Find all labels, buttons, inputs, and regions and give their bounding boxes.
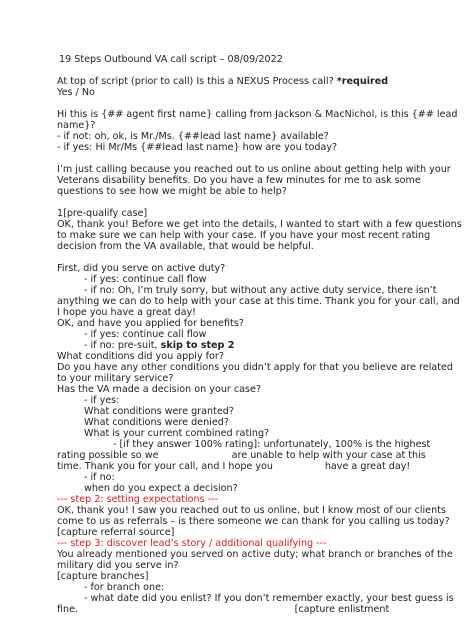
top-question: [57, 76, 388, 88]
yes-no: Yes / No: [57, 87, 95, 98]
benefits-yes: - if yes: continue call flow: [84, 329, 207, 340]
step-3-enlist-question: - what date did you enlist? If you don’t remember exactly, your best guess is: [84, 593, 454, 604]
rating-question: What is your current combined rating?: [84, 428, 270, 439]
step-3-line-2: military did you serve in?: [57, 560, 179, 571]
required-label: *required: [336, 76, 389, 87]
top-question-text: At top of script (prior to call) Is this a NEXUS Process call?: [57, 76, 334, 87]
expect-decision: when do you expect a decision?: [84, 483, 238, 494]
step-3-heading: --- step 3: discover lead’s story / additional qualifying ---: [57, 538, 327, 549]
active-duty-no-2: anything we can do to help with your case at this time. Thank you for your call, and: [57, 296, 460, 307]
step-3-line-1: You already mentioned you served on active duty; what branch or branches of the: [57, 549, 453, 560]
active-duty-no-3: I hope you have a great day!: [57, 307, 196, 318]
decision-no: - if no:: [84, 472, 115, 483]
step-3-branch-one: - for branch one:: [84, 582, 165, 593]
hi-line-1: Hi this is {## agent first name} calling from Jackson & MacNichol, is this {## lead: [57, 109, 458, 120]
full-rating-3: time. Thank you for your call, and I hope you have a great day!: [57, 461, 411, 472]
reach-line-3: questions to see how we might be able to help?: [57, 186, 287, 197]
prequalify-line-3: decision from the VA available, that would be helpful.: [57, 241, 314, 252]
conditions-question: What conditions did you apply for?: [57, 351, 224, 362]
benefits-no-text: - if no: pre-suit,: [84, 340, 161, 351]
step-2-line-3: [capture referral source]: [57, 527, 175, 538]
benefits-no: [84, 340, 234, 352]
step-2-line-2: come to us as referrals – is there someone we can thank for you calling us today?: [57, 516, 450, 527]
decision-question: Has the VA made a decision on your case?: [57, 384, 262, 395]
doc-title: 19 Steps Outbound VA call script – 08/09/2022: [59, 54, 283, 65]
prequalify-heading: 1[pre-qualify case]: [57, 208, 148, 219]
step-2-heading: --- step 2: setting expectations ---: [57, 494, 219, 505]
granted-question: What conditions were granted?: [84, 406, 234, 417]
step-2-line-1: OK, thank you! I saw you reached out to us online, but I know most of our clients: [57, 505, 446, 516]
hi-line-3: - if not: oh, ok, is Mr./Ms. {##lead last name} available?: [57, 131, 329, 142]
prequalify-line-2: to make sure we can help with your case. If you have your most recent rating: [57, 230, 431, 241]
hi-line-2: name}?: [57, 120, 96, 131]
step-3-capture-enlistment: fine. [capture enlistment: [57, 604, 390, 615]
step-3-line-3: [capture branches]: [57, 571, 149, 582]
prequalify-line-1: OK, thank you! Before we get into the details, I wanted to start with a few questions: [57, 219, 462, 230]
other-conditions-2: to your military service?: [57, 373, 174, 384]
active-duty-question: First, did you serve on active duty?: [57, 263, 226, 274]
denied-question: What conditions were denied?: [84, 417, 229, 428]
reach-line-2: Veterans disability benefits. Do you have a few minutes for me to ask some: [57, 175, 421, 186]
full-rating-1: - [if they answer 100% rating]: unfortunately, 100% is the highest: [113, 439, 431, 450]
full-rating-2: rating possible so we are unable to help with your case at this: [57, 450, 426, 461]
other-conditions-1: Do you have any other conditions you didn’t apply for that you believe are related: [57, 362, 453, 373]
active-duty-yes: - if yes: continue call flow: [84, 274, 207, 285]
benefits-question: OK, and have you applied for benefits?: [57, 318, 244, 329]
reach-line-1: I’m just calling because you reached out to us online about getting help with your: [57, 164, 451, 175]
skip-to-step-2: skip to step 2: [160, 340, 235, 351]
hi-line-4: - if yes: Hi Mr/Ms {##lead last name} how are you today?: [57, 142, 338, 153]
decision-yes: - if yes:: [84, 395, 120, 406]
active-duty-no: - if no: Oh, I’m truly sorry, but without any active duty service, there isn’t: [84, 285, 437, 296]
